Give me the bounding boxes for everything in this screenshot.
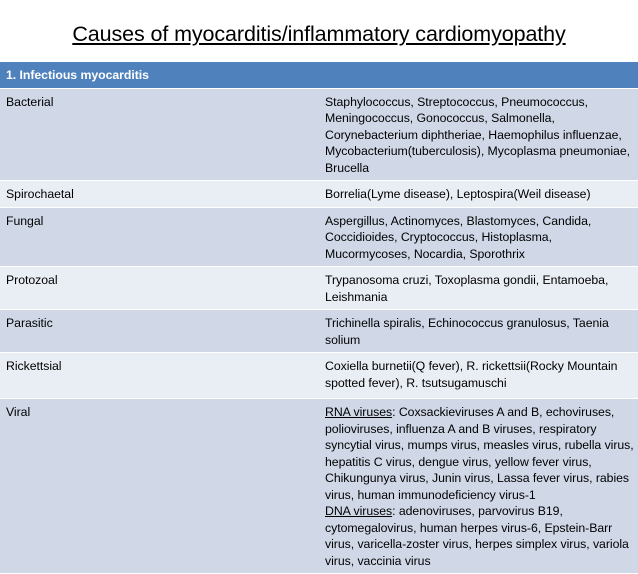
table-row xyxy=(0,181,638,208)
agents-cell: Trichinella spiralis, Echinococcus granulosus, Taenia solium xyxy=(319,310,638,353)
table-row xyxy=(0,207,638,267)
section-header-row xyxy=(0,62,638,88)
category-cell: Viral xyxy=(0,399,319,574)
category-cell: Spirochaetal xyxy=(0,181,319,208)
agents-cell: Aspergillus, Actinomyces, Blastomyces, Candida, Coccidioides, Cryptococcus, Histoplasma, Mucormycoses, Nocardia, Sporothrix xyxy=(319,207,638,267)
dna-viruses-list: : adenoviruses, parvovirus B19, cytomegalovirus, human herpes virus-6, Epstein-Barr virus, varicella-zoster virus, herpes simplex virus, variola virus, vaccinia virus xyxy=(325,504,629,568)
agents-cell xyxy=(319,399,638,574)
category-cell: Parasitic xyxy=(0,310,319,353)
rna-viruses-list: : Coxsackieviruses A and B, echoviruses, polioviruses, influenza A and B viruses, respiratory syncytial virus, mumps virus, measles virus, rubella virus, hepatitis C virus, dengue virus, yellow fever virus, Chikungunya virus, Junin virus, Lassa fever virus, rabies virus, human immunodeficiency virus-1 xyxy=(325,405,634,502)
table-row xyxy=(0,267,638,310)
section-header: 1. Infectious myocarditis xyxy=(0,62,638,88)
dna-viruses-label: DNA viruses xyxy=(325,504,393,518)
page-title: Causes of myocarditis/inflammatory cardiomyopathy xyxy=(72,22,566,46)
table-row xyxy=(0,353,638,399)
category-cell: Protozoal xyxy=(0,267,319,310)
agents-cell: Coxiella burnetii(Q fever), R. rickettsii(Rocky Mountain spotted fever), R. tsutsugamuschi xyxy=(319,353,638,399)
agents-cell: Borrelia(Lyme disease), Leptospira(Weil disease) xyxy=(319,181,638,208)
agents-cell: Staphylococcus, Streptococcus, Pneumococcus, Meningococcus, Gonococcus, Salmonella, Corynebacterium diphtheriae, Haemophilus influenzae, Mycobacterium(tuberculosis), Mycoplasma pneumoniae, Brucella xyxy=(319,88,638,181)
category-cell: Rickettsial xyxy=(0,353,319,399)
category-cell: Bacterial xyxy=(0,88,319,181)
causes-table xyxy=(0,62,638,574)
table-row xyxy=(0,88,638,181)
agents-cell: Trypanosoma cruzi, Toxoplasma gondii, Entamoeba, Leishmania xyxy=(319,267,638,310)
category-cell: Fungal xyxy=(0,207,319,267)
table-row xyxy=(0,310,638,353)
rna-viruses-label: RNA viruses xyxy=(325,405,393,419)
table-row-viral xyxy=(0,399,638,574)
